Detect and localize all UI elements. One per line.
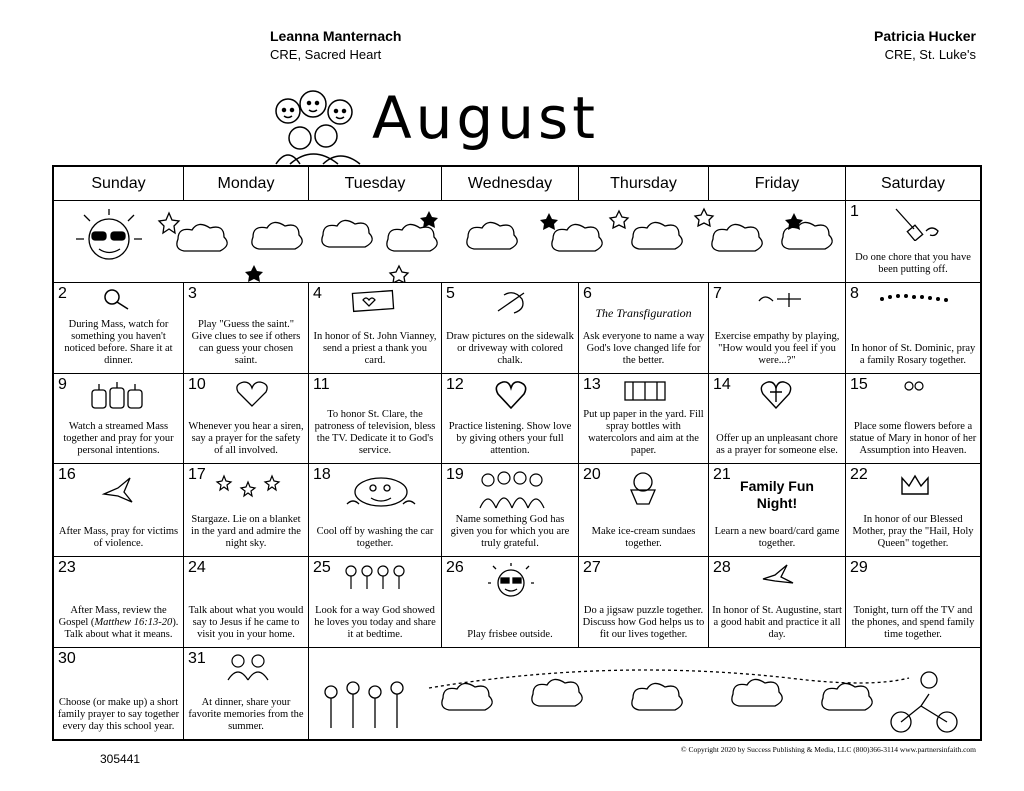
day-number: 3 [188, 285, 197, 302]
day-text: During Mass, watch for something you haven't noticed before. Share it at dinner. [64, 319, 173, 366]
weekday-saturday: Saturday [880, 175, 946, 192]
day-cell-27 [579, 557, 709, 647]
day-cell-8 [846, 283, 980, 373]
day-cell-30 [54, 648, 184, 739]
banner-clouds [54, 201, 846, 282]
day-text: At dinner, share your favorite memories from the summer. [188, 697, 304, 732]
day-text-part: ). Talk about what it means. [64, 617, 179, 640]
day-cell-3 [184, 283, 309, 373]
day-cell-1 [846, 201, 980, 282]
crown-icon [898, 472, 932, 498]
day-number: 12 [446, 376, 464, 393]
author-left-role: CRE, Sacred Heart [270, 47, 382, 62]
day-cell-28 [709, 557, 846, 647]
day-cell-26 [442, 557, 579, 647]
day-cell-12 [442, 374, 579, 463]
day-number: 26 [446, 559, 464, 576]
day-text: Exercise empathy by playing, "How would you feel if you were...?" [714, 331, 840, 366]
day-text: Watch a streamed Mass together and pray for your personal intentions. [63, 421, 174, 456]
day-cell-16 [54, 464, 184, 556]
day-text: Play frisbee outside. [467, 629, 553, 640]
day-text: Name something God has given you for which you are truly grateful. [450, 514, 570, 549]
day-text: After Mass, pray for victims of violence. [58, 526, 179, 549]
family-icon [224, 652, 274, 682]
rosary-icon [876, 289, 956, 309]
day-number: 17 [188, 466, 206, 483]
candles-icon [88, 380, 148, 410]
day-cell-20 [579, 464, 709, 556]
day-text: Make ice-cream sundaes together. [591, 526, 696, 549]
day-text: Stargaze. Lie on a blanket in the yard and admire the night sky. [191, 514, 301, 549]
day-number: 4 [313, 285, 322, 302]
heart-icon [494, 380, 528, 410]
day-number: 10 [188, 376, 206, 393]
banner-bicycle [309, 648, 980, 739]
flowers-icon [902, 378, 928, 394]
day-number: 7 [713, 285, 722, 302]
gospel-reference: Matthew 16:13-20 [94, 617, 173, 628]
day-number: 14 [713, 376, 731, 393]
paper-icon [621, 378, 671, 404]
day-number: 20 [583, 466, 601, 483]
author-right-role: CRE, St. Luke's [884, 47, 976, 62]
day-text: Talk about what you would say to Jesus if he came to visit you in your home. [188, 605, 304, 640]
dove-icon [759, 561, 799, 589]
day-cell-10 [184, 374, 309, 463]
day-number: 30 [58, 650, 76, 667]
day-cell-9 [54, 374, 184, 463]
stars-icon [214, 472, 284, 498]
ice-cream-icon [623, 470, 663, 508]
day-number: 28 [713, 559, 731, 576]
day-cell-21 [709, 464, 846, 556]
day-cell-7 [709, 283, 846, 373]
dove-icon [100, 474, 136, 508]
day-text: Cool off by washing the car together. [316, 526, 434, 549]
day-number: 21 [713, 466, 731, 483]
weekday-tuesday: Tuesday [309, 167, 442, 201]
day-number: 19 [446, 466, 464, 483]
day-number: 27 [583, 559, 601, 576]
day-cell-15 [846, 374, 980, 463]
day-text: Play "Guess the saint." Give clues to see if others can guess your chosen saint. [191, 319, 301, 366]
day-number: 24 [188, 559, 206, 576]
day-number: 13 [583, 376, 601, 393]
weekday-sunday: Sunday [54, 167, 184, 201]
day-text: Draw pictures on the sidewalk or driveway with colored chalk. [446, 331, 574, 366]
group-of-people-icon [474, 468, 554, 510]
day-cell-6 [579, 283, 709, 373]
day-number: 5 [446, 285, 455, 302]
day-text: Choose (or make up) a short family prayer to say together every day this school year. [57, 697, 180, 732]
author-left [270, 28, 401, 62]
product-code: 305441 [100, 752, 141, 766]
weekday-thursday: Thursday [579, 167, 709, 201]
day-text: In honor of St. John Vianney, send a priest a thank you card. [313, 331, 437, 366]
day-cell-19 [442, 464, 579, 556]
calendar-grid [52, 165, 982, 741]
author-right [874, 28, 976, 62]
day-cell-5 [442, 283, 579, 373]
day-cell-31 [184, 648, 309, 739]
chalk-drawing-icon [494, 287, 530, 317]
day-cell-17 [184, 464, 309, 556]
day-cell-2 [54, 283, 184, 373]
car-wash-icon [341, 470, 421, 510]
day-number: 25 [313, 559, 331, 576]
day-number: 15 [850, 376, 868, 393]
day-text: In honor of St. Augustine, start a good habit and practice it all day. [712, 605, 842, 640]
month-title: August [372, 84, 599, 152]
day-text: Learn a new board/card game together. [714, 526, 840, 549]
day-number: 2 [58, 285, 67, 302]
day-text-part: After Mass, review the Gospel ( [58, 605, 167, 628]
weekday-friday: Friday [709, 167, 846, 201]
day-text: Put up paper in the yard. Fill spray bottles with watercolors and aim at the paper. [583, 409, 704, 456]
day-text: Practice listening. Show love by giving others your full attention. [448, 421, 572, 456]
day-cell-24 [184, 557, 309, 647]
family-illustration [268, 86, 368, 166]
flowers-clouds-bicycle-illustration [309, 648, 980, 739]
day-text: Ask everyone to name a way God's love changed life for the better. [582, 331, 705, 366]
day-cell-4 [309, 283, 442, 373]
day-cell-13 [579, 374, 709, 463]
weekday-wednesday: Wednesday [442, 167, 579, 201]
day-cell-14 [709, 374, 846, 463]
day-text [57, 605, 180, 641]
copyright: © Copyright 2020 by Success Publishing & Media, LLC (800)366-3114 www.partnersinfaith.com [680, 745, 976, 754]
day-cell-29 [846, 557, 980, 647]
day-number: 31 [188, 650, 206, 667]
author-left-name: Leanna Manternach [270, 28, 402, 44]
day-text: To honor St. Clare, the patroness of television, bless the TV. Dedicate it to God's service. [314, 409, 436, 456]
thank-you-card-icon [349, 288, 399, 314]
author-right-name: Patricia Hucker [874, 28, 976, 44]
day-text: Offer up an unpleasant chore as a prayer for someone else. [716, 433, 838, 456]
day-cell-22 [846, 464, 980, 556]
heart-cross-icon [759, 378, 793, 410]
flowers-row-icon [343, 563, 413, 591]
day-text: Do one chore that you have been putting off. [855, 252, 971, 275]
day-number: 29 [850, 559, 868, 576]
day-number: 16 [58, 466, 76, 483]
day-cell-25 [309, 557, 442, 647]
day-text: Do a jigsaw puzzle together. Discuss how God helps us to fit our lives together. [582, 605, 705, 640]
weekday-monday: Monday [184, 167, 309, 201]
day-text: Place some flowers before a statue of Mary in honor of her Assumption into Heaven. [849, 421, 977, 456]
clouds-stars-illustration [54, 201, 846, 282]
day-text: In honor of St. Dominic, pray a family Rosary together. [850, 343, 976, 366]
family-fun-night: Family Fun Night! [740, 478, 814, 511]
day-number: 8 [850, 285, 859, 302]
day-number: 18 [313, 466, 331, 483]
magnifying-glass-icon [102, 287, 132, 311]
hands-icon [755, 289, 805, 311]
sun-sunglasses-icon [486, 563, 536, 603]
day-text: Whenever you hear a siren, say a prayer for the safety of all involved. [188, 421, 304, 456]
day-number: 9 [58, 376, 67, 393]
feast-title: The Transfiguration [595, 306, 692, 320]
day-number: 6 [583, 285, 592, 302]
day-number: 22 [850, 466, 868, 483]
heart-siren-icon [232, 380, 272, 410]
day-text: Look for a way God showed he loves you today and share it at bedtime. [314, 605, 436, 640]
day-cell-23 [54, 557, 184, 647]
day-text: Tonight, turn off the TV and the phones, and spend family time together. [851, 605, 975, 640]
broom-icon [886, 207, 946, 241]
day-number: 23 [58, 559, 76, 576]
day-cell-18 [309, 464, 442, 556]
day-text: In honor of our Blessed Mother, pray the "Hail, Holy Queen" together. [852, 514, 974, 549]
day-number: 1 [850, 203, 859, 220]
day-number: 11 [313, 376, 330, 393]
day-cell-11 [309, 374, 442, 463]
